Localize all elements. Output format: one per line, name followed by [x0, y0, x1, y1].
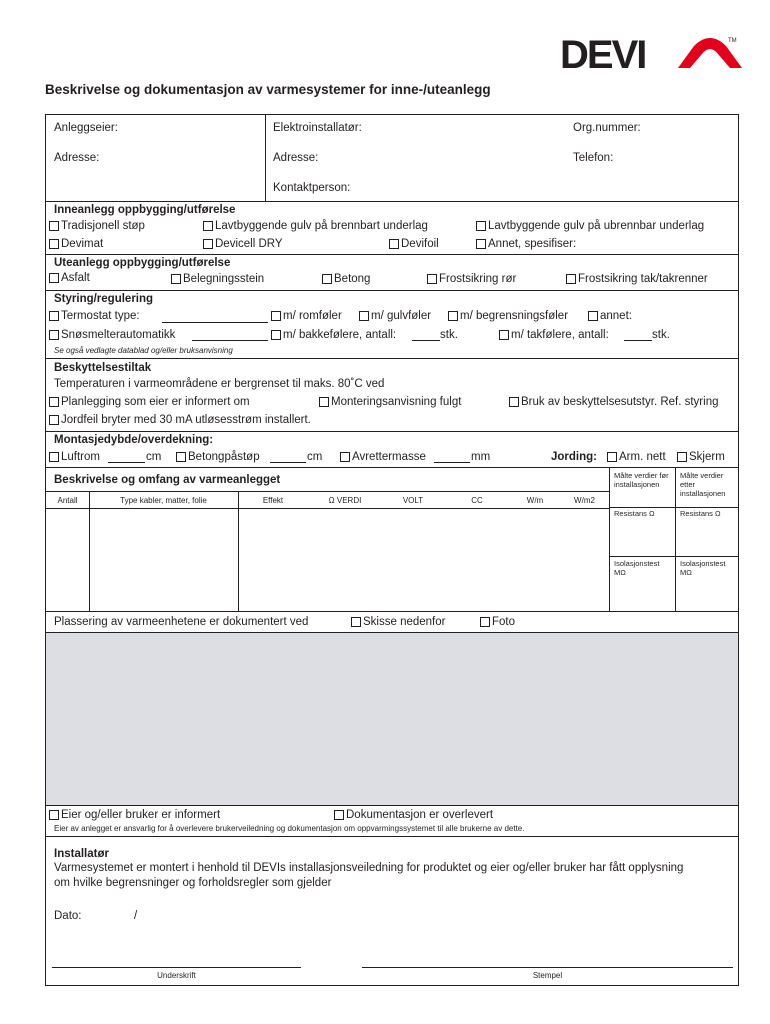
- col-type: Type kabler, matter, folie: [120, 496, 207, 505]
- table-vline: [675, 467, 676, 611]
- checkbox-annet[interactable]: [476, 239, 486, 249]
- table-measure-divider: [609, 556, 738, 557]
- checkbox-tradisjonell[interactable]: [49, 221, 59, 231]
- snosmelter-label: Snøsmelterautomatikk: [61, 329, 176, 341]
- checkbox-termostat[interactable]: [49, 311, 59, 321]
- luftrom-blank[interactable]: [108, 462, 145, 463]
- betong-label: Betong: [334, 273, 371, 285]
- inneanlegg-heading: Inneanlegg oppbygging/utførelse: [54, 204, 236, 216]
- checkbox-begrensningsfoler[interactable]: [448, 311, 458, 321]
- underskrift-line[interactable]: [52, 967, 301, 968]
- checkbox-bakkefolere[interactable]: [271, 330, 281, 340]
- checkbox-annet-styring[interactable]: [588, 311, 598, 321]
- divider: [46, 254, 738, 255]
- table-heading: Beskrivelse og omfang av varmeanlegget: [54, 474, 281, 486]
- header-divider: [265, 115, 266, 201]
- resistans-after: Resistans Ω: [680, 509, 721, 518]
- checkbox-luftrom[interactable]: [49, 452, 59, 462]
- eier-note: Eier av anlegget er ansvarlig for å overlevere brukerveiledning og dokumentasjon om oppvarmingssystemet til alle brukerne av dette.: [54, 824, 525, 833]
- bruk-label: Bruk av beskyttelsesutstyr. Ref. styring: [521, 396, 719, 408]
- romfoler-label: m/ romføler: [283, 310, 342, 322]
- stempel-line[interactable]: [362, 967, 733, 968]
- installator-text-2: om hvilke begrensninger og forholdsregler som gjelder: [54, 877, 332, 889]
- checkbox-takfolere[interactable]: [499, 330, 509, 340]
- checkbox-asfalt[interactable]: [49, 273, 59, 283]
- stempel-label: Stempel: [532, 971, 563, 980]
- skisse-label: Skisse nedenfor: [363, 616, 446, 628]
- divider: [46, 431, 738, 432]
- checkbox-skisse[interactable]: [351, 617, 361, 627]
- checkbox-betong[interactable]: [322, 274, 332, 284]
- page-title: Beskrivelse og dokumentasjon av varmesystemer for inne-/uteanlegg: [45, 82, 491, 97]
- logo-text: DEVI: [560, 34, 646, 70]
- takfolere-blank[interactable]: [624, 340, 652, 341]
- termostat-label: Termostat type:: [61, 310, 140, 322]
- col-antall: Antall: [57, 496, 78, 505]
- divider: [46, 201, 738, 202]
- divider: [46, 805, 738, 806]
- checkbox-romfoler[interactable]: [271, 311, 281, 321]
- checkbox-snosmelter[interactable]: [49, 330, 59, 340]
- col-wm2: W/m2: [574, 496, 595, 505]
- underskrift-label: Underskrift: [157, 971, 196, 980]
- checkbox-gulvfoler[interactable]: [359, 311, 369, 321]
- styring-note: Se også vedlagte datablad og/eller bruksanvisning: [54, 346, 233, 355]
- resistans-before: Resistans Ω: [614, 509, 655, 518]
- checkbox-frostsikring-tak[interactable]: [566, 274, 576, 284]
- beskyttelse-heading: Beskyttelsestiltak: [54, 362, 152, 374]
- anleggseier-label: Anleggseier:: [54, 122, 118, 134]
- installator-text-1: Varmesystemet er montert i henhold til DEVIs installasjonsveiledning for produktet og eier og/eller bruker har fått opplysning: [54, 862, 684, 874]
- col-wm: W/m: [526, 496, 544, 505]
- telefon-label: Telefon:: [573, 152, 614, 164]
- checkbox-bruk[interactable]: [509, 397, 519, 407]
- table-vline: [238, 491, 239, 611]
- checkbox-betongpastop[interactable]: [176, 452, 186, 462]
- begrensningsfoler-label: m/ begrensningsføler: [460, 310, 569, 322]
- checkbox-frostsikring-ror[interactable]: [427, 274, 437, 284]
- checkbox-devifoil[interactable]: [389, 239, 399, 249]
- styring-heading: Styring/regulering: [54, 293, 154, 305]
- devimat-label: Devimat: [61, 238, 104, 250]
- checkbox-dokumentasjon[interactable]: [334, 810, 344, 820]
- planlegging-label: Planlegging som eier er informert om: [61, 396, 250, 408]
- devicell-label: Devicell DRY: [215, 238, 283, 250]
- frostsikring-ror-label: Frostsikring rør: [439, 273, 517, 285]
- checkbox-planlegging[interactable]: [49, 397, 59, 407]
- lavtbyggende-ubrennbar-label: Lavtbyggende gulv på ubrennbar underlag: [488, 220, 705, 232]
- checkbox-eier-informert[interactable]: [49, 810, 59, 820]
- divider: [46, 836, 738, 837]
- dokumentasjon-label: Dokumentasjon er overlevert: [346, 809, 494, 821]
- divider: [46, 467, 738, 468]
- avrettermasse-label: Avrettermasse: [352, 451, 426, 463]
- kontaktperson-label: Kontaktperson:: [273, 182, 351, 194]
- divider: [46, 290, 738, 291]
- col-volt: VOLT: [402, 496, 424, 505]
- termostat-blank[interactable]: [162, 322, 268, 323]
- cm-label-1: cm: [146, 451, 162, 463]
- betongpastop-blank[interactable]: [270, 462, 306, 463]
- stk-label-2: stk.: [652, 329, 670, 341]
- elektroinstallator-label: Elektroinstallatør:: [273, 122, 362, 134]
- devi-logo: [560, 34, 742, 70]
- checkbox-jordfeil[interactable]: [49, 415, 59, 425]
- table-measure-divider: [609, 507, 738, 508]
- beskyttelse-line1: Temperaturen i varmeområdene er bergrenset til maks. 80˚C ved: [54, 378, 385, 390]
- isolasjon-before: Isolasjonstest MΩ: [614, 559, 660, 577]
- table-vline: [89, 491, 90, 611]
- gulvfoler-label: m/ gulvføler: [371, 310, 432, 322]
- tradisjonell-label: Tradisjonell støp: [61, 220, 145, 232]
- asfalt-label: Asfalt: [61, 272, 90, 284]
- measure-before-header: Målte verdier før installasjonen: [614, 471, 669, 489]
- checkbox-lavtbyggende-brennbart[interactable]: [203, 221, 213, 231]
- orgnummer-label: Org.nummer:: [573, 122, 641, 134]
- lavtbyggende-brennbart-label: Lavtbyggende gulv på brennbart underlag: [215, 220, 428, 232]
- checkbox-belegningsstein[interactable]: [171, 274, 181, 284]
- divider: [46, 611, 738, 612]
- checkbox-avrettermasse[interactable]: [340, 452, 350, 462]
- divider: [46, 358, 738, 359]
- skjerm-label: Skjerm: [689, 451, 725, 463]
- col-effekt: Effekt: [262, 496, 284, 505]
- checkbox-arm-nett[interactable]: [607, 452, 617, 462]
- table-header-bottom: [46, 508, 609, 509]
- table-vline: [609, 467, 610, 611]
- belegningsstein-label: Belegningsstein: [183, 273, 265, 285]
- cm-label-2: cm: [307, 451, 323, 463]
- luftrom-label: Luftrom: [61, 451, 100, 463]
- avrettermasse-blank[interactable]: [434, 462, 470, 463]
- betongpastop-label: Betongpåstøp: [188, 451, 260, 463]
- mm-label: mm: [471, 451, 491, 463]
- adresse-installer-label: Adresse:: [273, 152, 319, 164]
- montering-label: Monteringsanvisning fulgt: [331, 396, 462, 408]
- jording-label: Jording:: [551, 451, 597, 463]
- frostsikring-tak-label: Frostsikring tak/takrenner: [578, 273, 708, 285]
- dato-slash: /: [134, 910, 138, 922]
- measure-after-header: Målte verdier etter installasjonen: [680, 471, 726, 498]
- form: [45, 114, 739, 986]
- bakkefolere-blank[interactable]: [412, 340, 440, 341]
- sketch-area[interactable]: [46, 633, 738, 805]
- takfolere-label: m/ takfølere, antall:: [511, 329, 609, 341]
- table-header-top: [46, 491, 609, 492]
- checkbox-foto[interactable]: [480, 617, 490, 627]
- checkbox-lavtbyggende-ubrennbar[interactable]: [476, 221, 486, 231]
- checkbox-devimat[interactable]: [49, 239, 59, 249]
- annet-styring-label: annet:: [600, 310, 632, 322]
- dato-label: Dato:: [54, 910, 82, 922]
- eier-informert-label: Eier og/eller bruker er informert: [61, 809, 221, 821]
- installator-heading: Installatør: [54, 848, 109, 860]
- col-ohm: Ω VERDI: [328, 496, 362, 505]
- stk-label-1: stk.: [440, 329, 458, 341]
- montasje-heading: Montasjedybde/overdekning:: [54, 434, 214, 446]
- col-cc: CC: [471, 496, 483, 505]
- jordfeil-label: Jordfeil bryter med 30 mA utløsesstrøm installert.: [61, 414, 311, 426]
- checkbox-devicell[interactable]: [203, 239, 213, 249]
- foto-label: Foto: [492, 616, 516, 628]
- checkbox-montering[interactable]: [319, 397, 329, 407]
- arm-nett-label: Arm. nett: [619, 451, 666, 463]
- annet-label: Annet, spesifiser:: [488, 238, 577, 250]
- devifoil-label: Devifoil: [401, 238, 439, 250]
- adresse-owner-label: Adresse:: [54, 152, 100, 164]
- logo-tm: TM: [728, 38, 737, 44]
- uteanlegg-heading: Uteanlegg oppbygging/utførelse: [54, 257, 231, 269]
- snosmelter-blank[interactable]: [192, 340, 268, 341]
- checkbox-skjerm[interactable]: [677, 452, 687, 462]
- plassering-label: Plassering av varmeenhetene er dokumentert ved: [54, 616, 309, 628]
- isolasjon-after: Isolasjonstest MΩ: [680, 559, 726, 577]
- bakkefolere-label: m/ bakkefølere, antall:: [283, 329, 397, 341]
